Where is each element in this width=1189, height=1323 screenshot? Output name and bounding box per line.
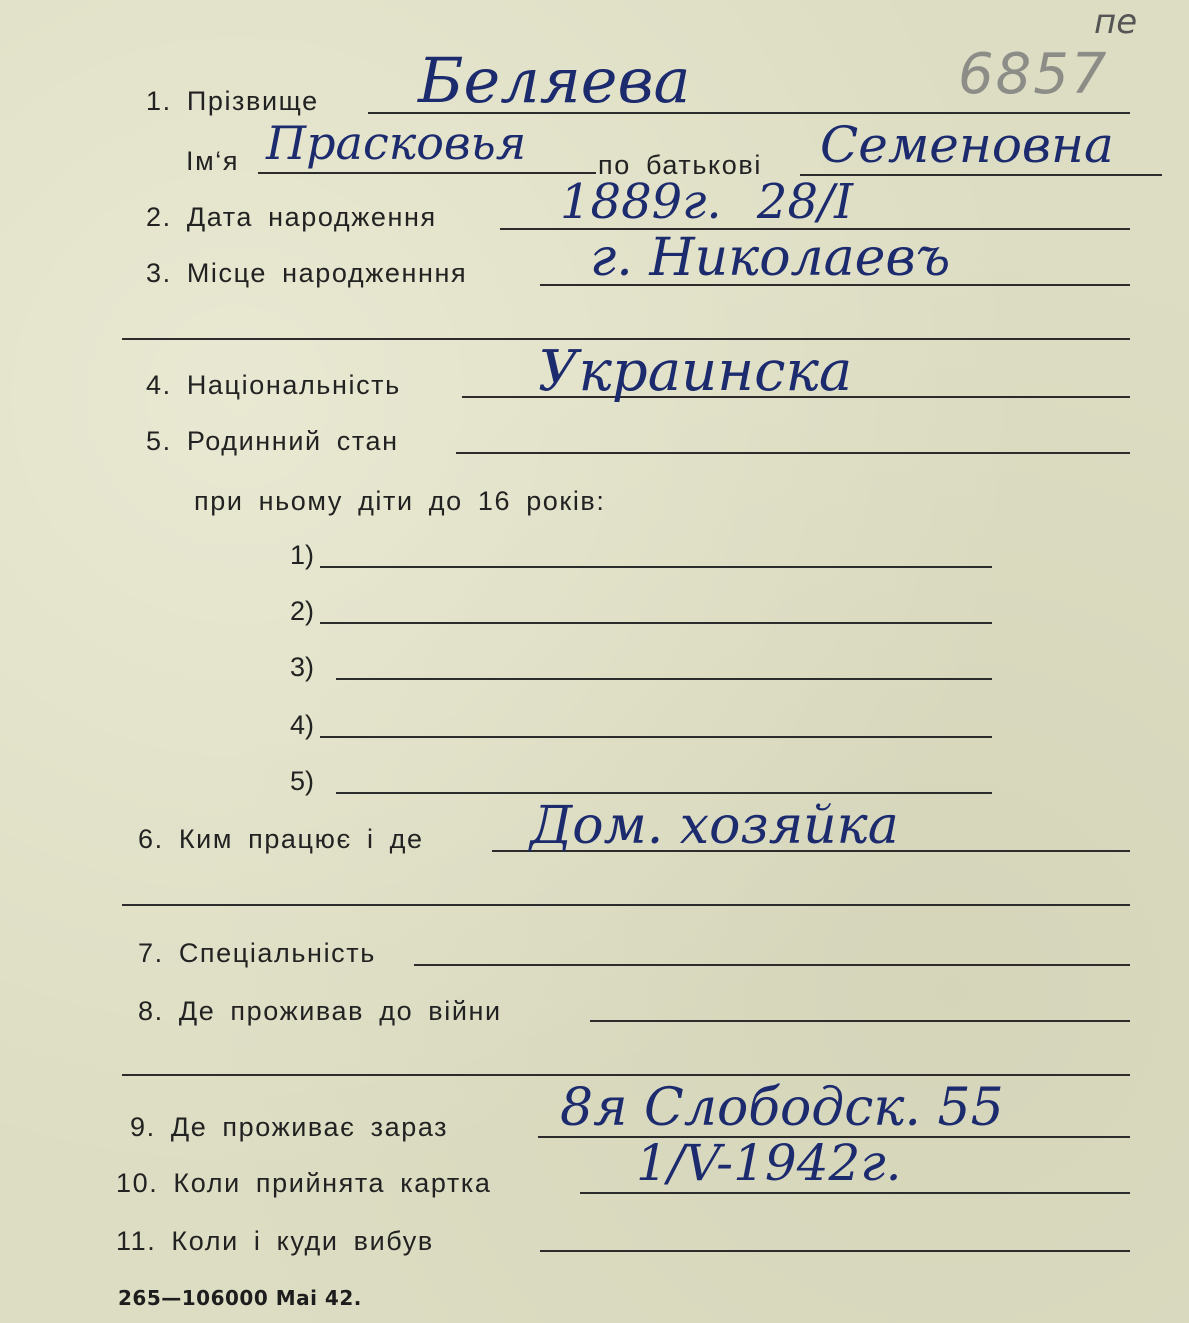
patronymic-value: Семеновна xyxy=(820,116,1114,174)
card-accepted-label: 10. Коли прийнята картка xyxy=(116,1168,492,1198)
nationality-label: 4. Національність xyxy=(146,370,401,400)
child-number: 2) xyxy=(290,596,315,626)
first-name-line xyxy=(258,172,596,174)
current-residence-value: 8я Слободск. 55 xyxy=(560,1078,1004,1138)
birth-place-value: г. Николаевъ xyxy=(590,228,951,288)
nationality-value: Украинска xyxy=(538,339,853,404)
child-number: 3) xyxy=(290,652,315,682)
archive-mark: пе xyxy=(1094,2,1138,42)
prewar-residence-label: 8. Де проживав до війни xyxy=(138,996,502,1026)
specialty-line xyxy=(414,964,1130,966)
occupation-value: Дом. хозяйка xyxy=(530,796,899,856)
prewar-residence-line-2 xyxy=(122,1074,1130,1076)
child-number: 5) xyxy=(290,766,315,796)
first-name-value: Прасковья xyxy=(266,116,527,170)
child-number: 1) xyxy=(290,540,315,570)
child-number: 4) xyxy=(290,710,315,740)
patronymic-line xyxy=(800,174,1162,176)
child-line xyxy=(320,736,992,738)
child-line xyxy=(320,622,992,624)
birth-date-value: 1889г. 28/I xyxy=(560,174,854,230)
patronymic-label: по батькові xyxy=(598,150,762,180)
birth-date-label: 2. Дата народження xyxy=(146,202,437,232)
child-line xyxy=(336,792,992,794)
first-name-label: Ім‘я xyxy=(186,146,240,176)
card-accepted-value: 1/V-1942г. xyxy=(636,1134,902,1192)
surname-label: 1. Прізвище xyxy=(146,86,319,116)
specialty-label: 7. Спеціальність xyxy=(138,938,376,968)
birth-place-label: 3. Місце народженння xyxy=(146,258,468,288)
child-line xyxy=(320,566,992,568)
card-accepted-line xyxy=(580,1192,1130,1194)
children-heading: при ньому діти до 16 років: xyxy=(194,486,606,516)
archive-number: 6857 xyxy=(958,42,1109,107)
prewar-residence-line xyxy=(590,1020,1130,1022)
marital-status-line xyxy=(456,452,1130,454)
marital-status-label: 5. Родинний стан xyxy=(146,426,399,456)
printer-imprint: 265—106000 Mai 42. xyxy=(118,1286,362,1310)
occupation-label: 6. Ким працює і де xyxy=(138,824,424,854)
child-line xyxy=(336,678,992,680)
surname-value: Беляева xyxy=(418,44,691,117)
departure-label: 11. Коли і куди вибув xyxy=(116,1226,434,1256)
current-residence-label: 9. Де проживає зараз xyxy=(130,1112,449,1142)
occupation-line-2 xyxy=(122,904,1130,906)
departure-line xyxy=(540,1250,1130,1252)
